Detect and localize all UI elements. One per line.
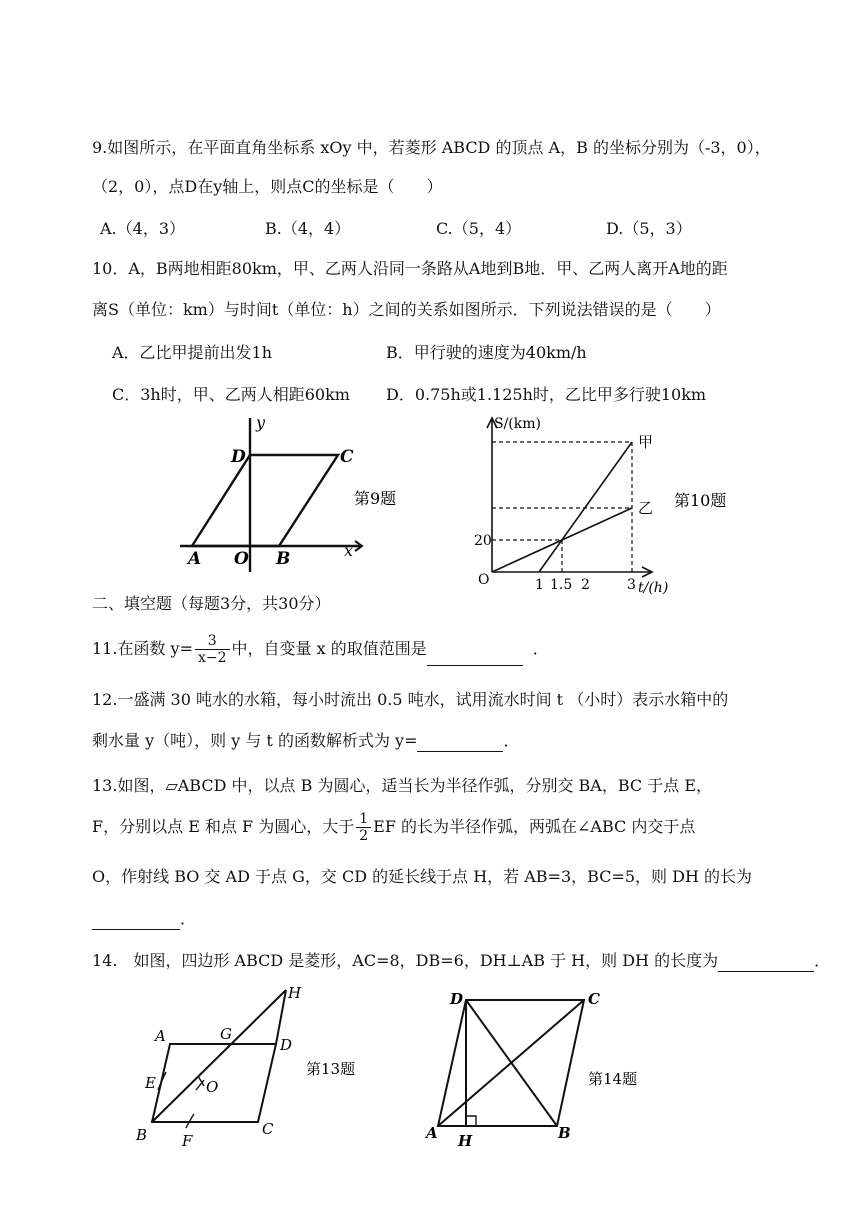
fig10-y-tick-20: 20: [474, 533, 492, 549]
q13-fraction-den: 2: [359, 828, 369, 844]
fig13-label-a: A: [155, 1027, 166, 1045]
fig10-series-yi: 乙: [638, 499, 654, 517]
q9-option-c: C.（5，4）: [436, 219, 522, 238]
fig10-x-axis-label: t/(h): [638, 580, 669, 596]
fig10-x-tick-2: 2: [581, 577, 590, 593]
fig14-label-d: D: [450, 990, 464, 1008]
q9-line1: 9.如图所示，在平面直角坐标系 xOy 中，若菱形 ABCD 的顶点 A，B 的坐标分别为（-3，0），: [92, 138, 771, 157]
q12-line2-text: 剩水量 y（吨），则 y 与 t 的函数解析式为 y=: [92, 731, 418, 750]
fig13-label-f: F: [182, 1132, 193, 1150]
q11-fraction-den: x−2: [197, 650, 227, 666]
fig10-x-tick-1-5: 1.5: [550, 577, 573, 593]
fig14-label-b: B: [558, 1124, 571, 1142]
fig14-label-c: C: [588, 990, 600, 1008]
fig9-label-o: O: [234, 549, 249, 569]
q10-option-b: B．甲行驶的速度为40km/h: [386, 343, 587, 362]
fig10-series-jia: 甲: [638, 433, 654, 451]
fig9-caption: 第9题: [354, 489, 397, 508]
q11-prefix: 11.在函数 y=: [92, 639, 193, 658]
fig10-x-tick-3: 3: [627, 577, 636, 593]
fig13-label-h: H: [288, 984, 302, 1002]
fig14-caption: 第14题: [588, 1070, 638, 1088]
q11-suffix: 中，自变量 x 的取值范围是: [231, 639, 427, 658]
q13-line1: 13.如图，▱ABCD 中，以点 B 为圆心，适当长为半径作弧，分别交 BA，BC 于点 E，: [92, 776, 712, 795]
q11-fraction-num: 3: [195, 633, 230, 650]
q12-end: ．: [503, 731, 520, 750]
fig10-caption: 第10题: [674, 491, 727, 510]
fig13-label-d: D: [280, 1036, 293, 1054]
fig10-x-tick-1: 1: [535, 577, 544, 593]
fig9-label-b: B: [276, 549, 291, 569]
fig13-label-b: B: [136, 1126, 148, 1144]
fig10-y-axis-label: S/(km): [494, 416, 541, 432]
fig13-label-e: E: [145, 1074, 156, 1092]
fig14-label-h: H: [458, 1132, 473, 1150]
q13-line2-a: F，分别以点 E 和点 F 为圆心，大于: [92, 817, 355, 836]
fig13-label-g: G: [220, 1025, 232, 1043]
fig13-label-c: C: [262, 1120, 274, 1138]
q9-line2: （2，0），点D在y轴上，则点C的坐标是（ ）: [92, 177, 443, 196]
q13-end: ．: [180, 909, 197, 928]
q9-option-b: B.（4，4）: [265, 219, 351, 238]
fig9-label-d: D: [231, 447, 246, 467]
q10-option-a: A．乙比甲提前出发1h: [112, 343, 273, 362]
q14-text: 14. 如图，四边形 ABCD 是菱形，AC=8，DB=6，DH⊥AB 于 H，则 DH 的长度为: [92, 951, 719, 970]
q13-line3: O，作射线 BO 交 AD 于点 G，交 CD 的延长线于点 H，若 AB=3，BC=5，则 DH 的长为: [92, 867, 752, 886]
fig13-caption: 第13题: [306, 1060, 356, 1078]
q10-option-c: C．3h时，甲、乙两人相距60km: [112, 385, 350, 404]
q10-line1: 10．A，B两地相距80km，甲、乙两人沿同一条路从A地到B地．甲、乙两人离开A地的距: [92, 259, 728, 278]
q9-option-a: A.（4，3）: [100, 219, 186, 238]
fig14-diagonal-ac: [438, 1000, 584, 1126]
fig9-label-a: A: [188, 549, 202, 569]
q9-option-d: D.（5，3）: [606, 219, 692, 238]
q10-line2: 离S（单位：km）与时间t（单位：h）之间的关系如图所示．下列说法错误的是（ ）: [92, 300, 721, 319]
q13-line2-b: EF 的长为半径作弧，两弧在∠ABC 内交于点: [373, 817, 696, 836]
q14-end: ．: [814, 951, 831, 970]
fig14-right-angle-mark: [466, 1116, 476, 1126]
fig10-origin: O: [478, 572, 490, 588]
section-2-heading: 二、填空题（每题3分，共30分）: [92, 594, 331, 613]
q10-option-d: D．0.75h或1.125h时，乙比甲多行驶10km: [386, 385, 707, 404]
fig9-label-y: y: [256, 413, 266, 432]
q13-fraction-num: 1: [356, 811, 371, 828]
fig9-label-x: x: [344, 541, 354, 560]
fig13-label-o: O: [206, 1078, 219, 1096]
q11-end: ．: [532, 639, 549, 658]
q12-line1: 12.一盛满 30 吨水的水箱，每小时流出 0.5 吨水，试用流水时间 t （小时）表示水箱中的: [92, 690, 729, 709]
fig14-label-a: A: [426, 1124, 438, 1142]
fig9-label-c: C: [340, 447, 354, 467]
